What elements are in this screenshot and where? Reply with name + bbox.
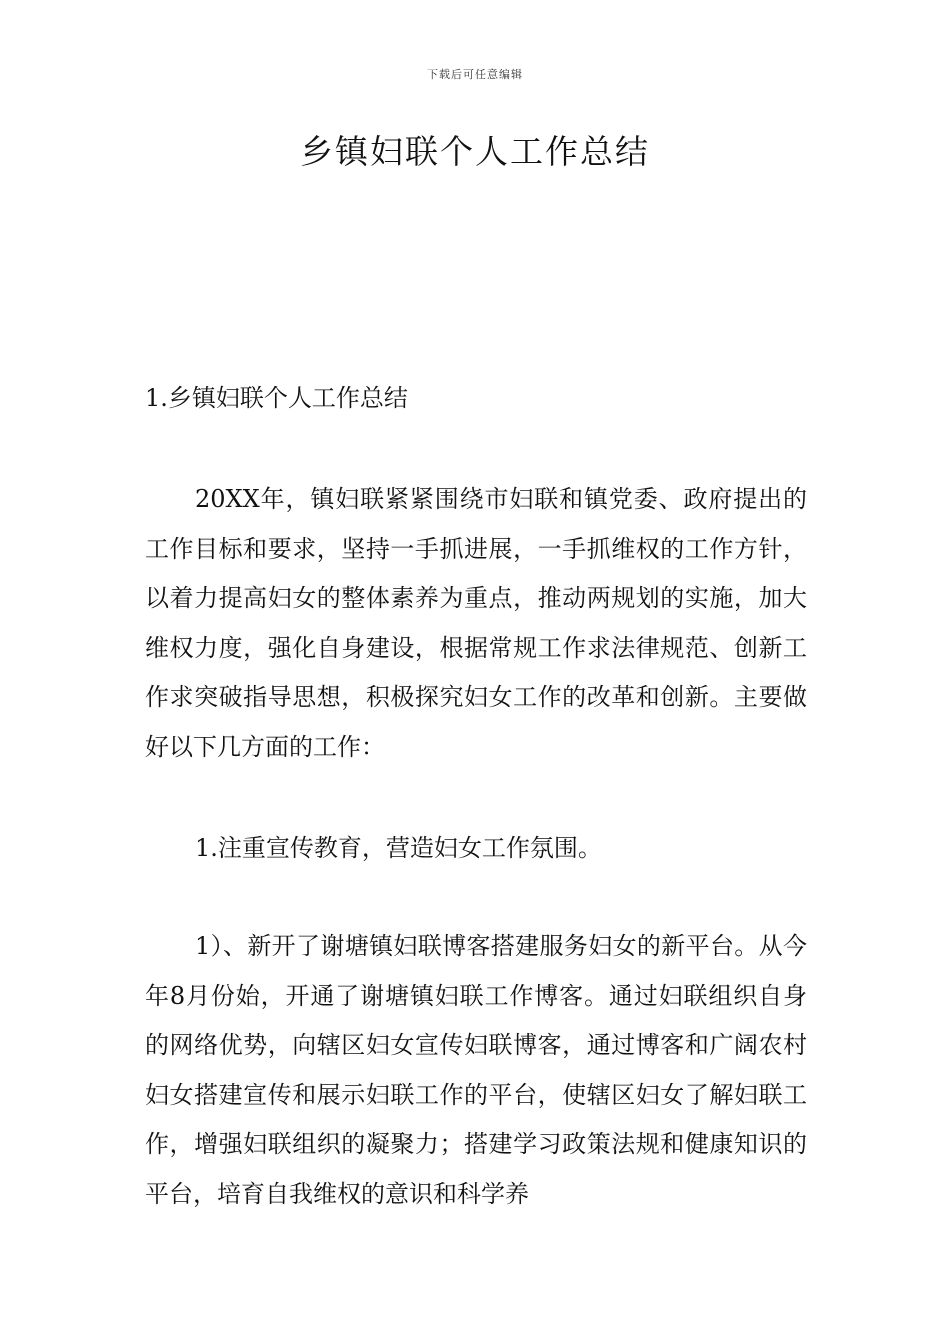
header-note: 下载后可任意编辑 [427, 68, 523, 81]
intro-paragraph: 20XX年，镇妇联紧紧围绕市妇联和镇党委、政府提出的工作目标和要求，坚持一手抓进展，一手抓维权的工作方针，以着力提高妇女的整体素养为重点，推动两规划的实施，加大维权力度，强化自身建设，根据常规工作求法律规范、创新工作求突破指导思想，积极探究妇女工作的改革和创新。主要做好以下几方面的工作： [145, 485, 807, 761]
sub-heading: 1.注重宣传教育，营造妇女工作氛围。 [195, 834, 602, 862]
section-heading: 1.乡镇妇联个人工作总结 [145, 384, 408, 412]
page-title: 乡镇妇联个人工作总结 [300, 132, 650, 171]
item-paragraph: 1）、新开了谢塘镇妇联博客搭建服务妇女的新平台。从今年8月份始，开通了谢塘镇妇联工作博客。通过妇联组织自身的网络优势，向辖区妇女宣传妇联博客，通过博客和广阔农村妇女搭建宣传和展示妇联工作的平台，使辖区妇女了解妇联工作，增强妇联组织的凝聚力；搭建学习政策法规和健康知识的平台，培育自我维权的意识和科学养 [145, 932, 807, 1208]
